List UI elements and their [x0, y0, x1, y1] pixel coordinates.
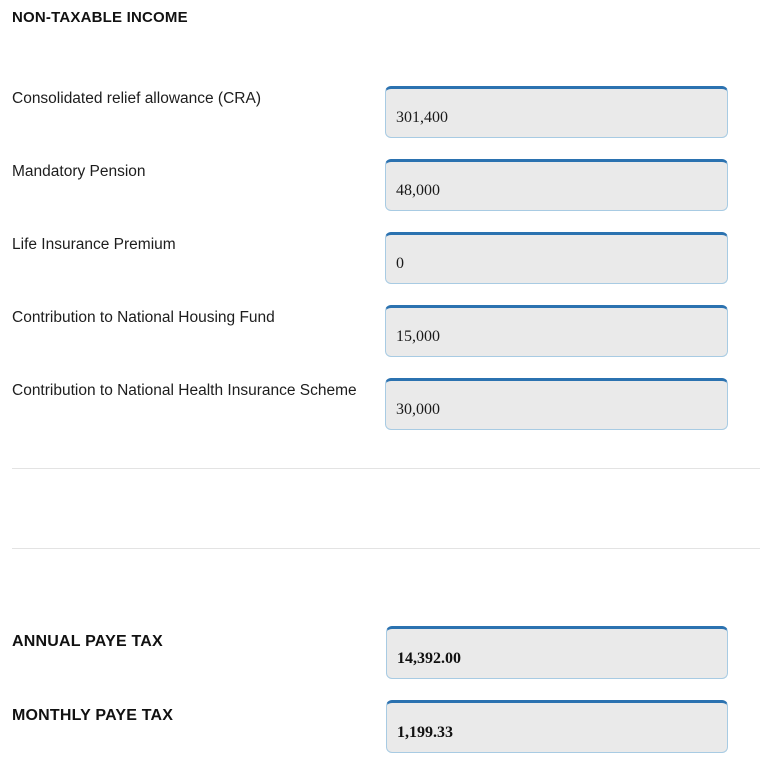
- field-input-life-insurance-premium[interactable]: [385, 232, 728, 284]
- summary-row-monthly-paye-tax: [0, 700, 768, 774]
- summary-row-annual-paye-tax: [0, 626, 768, 700]
- paye-tax-summary: [0, 626, 768, 774]
- field-row-national-housing-fund: [0, 305, 768, 378]
- field-row-life-insurance-premium: [0, 232, 768, 305]
- summary-label-annual-paye-tax: ANNUAL PAYE TAX: [12, 633, 163, 650]
- field-input-mandatory-pension[interactable]: [385, 159, 728, 211]
- summary-input-annual-paye-tax[interactable]: [386, 626, 728, 679]
- summary-input-monthly-paye-tax[interactable]: [386, 700, 728, 753]
- field-row-national-health-insurance: [0, 378, 768, 451]
- section-divider-lower: [12, 548, 760, 549]
- non-taxable-income-fields: [0, 86, 768, 451]
- field-label-national-housing-fund: Contribution to National Housing Fund: [12, 309, 275, 326]
- field-label-life-insurance-premium: Life Insurance Premium: [12, 236, 176, 253]
- field-row-mandatory-pension: [0, 159, 768, 232]
- field-label-cra: Consolidated relief allowance (CRA): [12, 90, 261, 107]
- field-label-mandatory-pension: Mandatory Pension: [12, 163, 146, 180]
- page-title: NON-TAXABLE INCOME: [12, 9, 188, 26]
- field-input-national-health-insurance[interactable]: [385, 378, 728, 430]
- field-label-national-health-insurance: Contribution to National Health Insurance Scheme: [12, 382, 357, 399]
- section-divider-upper: [12, 468, 760, 469]
- field-input-national-housing-fund[interactable]: [385, 305, 728, 357]
- field-input-cra[interactable]: [385, 86, 728, 138]
- field-row-cra: [0, 86, 768, 159]
- summary-label-monthly-paye-tax: MONTHLY PAYE TAX: [12, 707, 174, 724]
